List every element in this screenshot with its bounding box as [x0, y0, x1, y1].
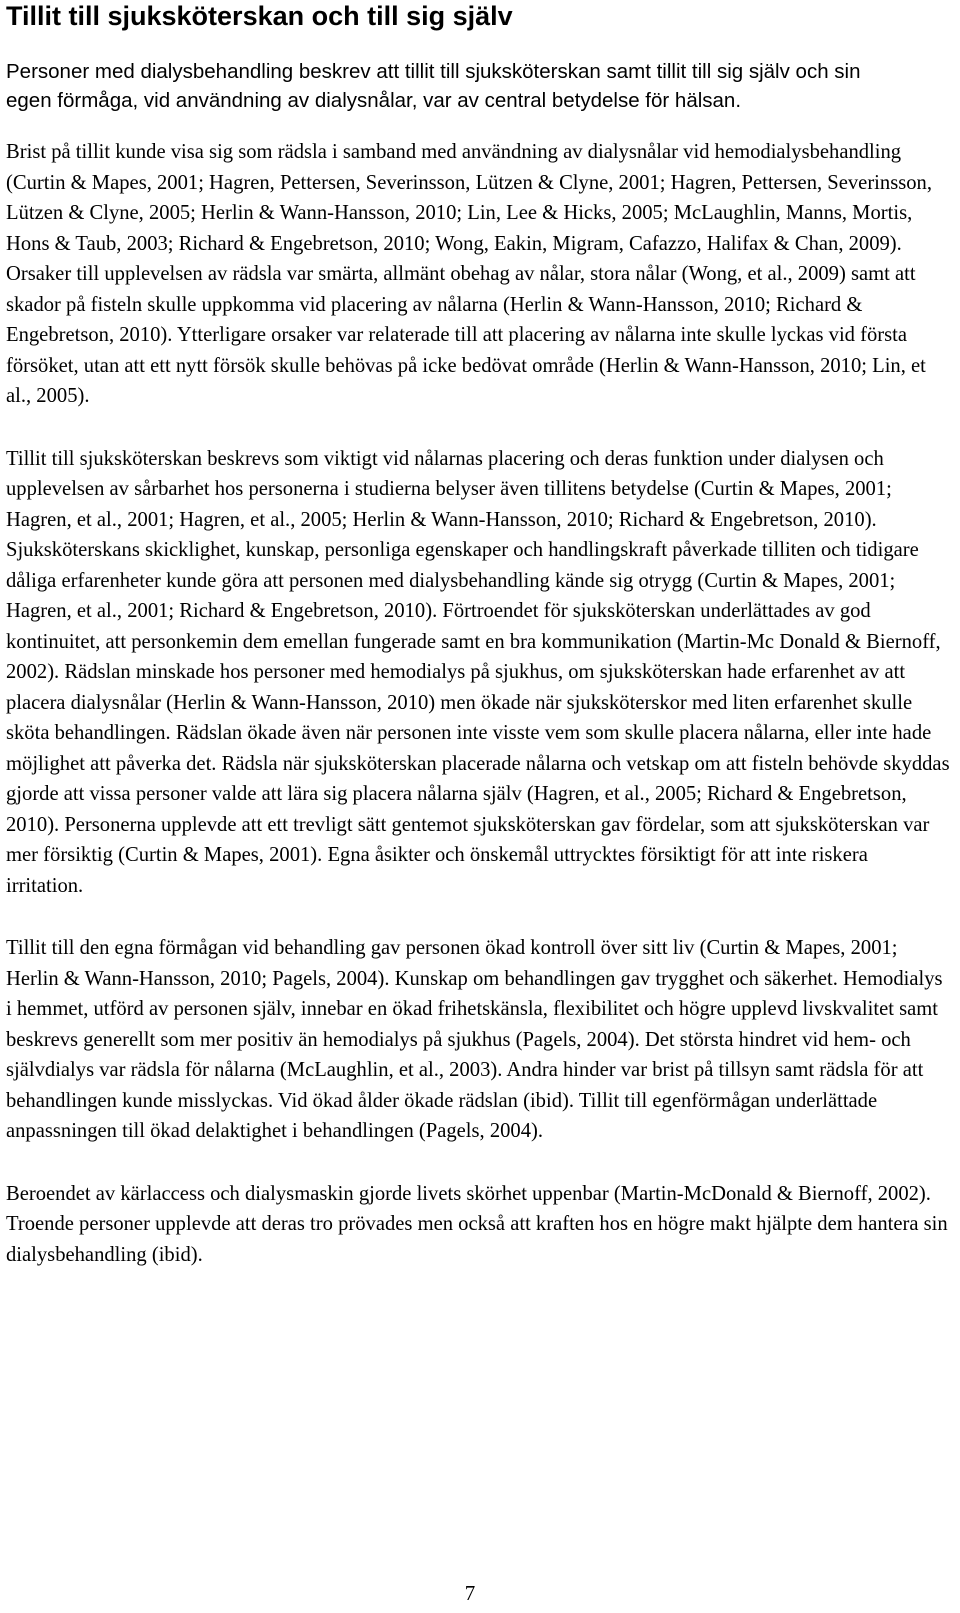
body-paragraph-1: Brist på tillit kunde visa sig som rädsla i samband med användning av dialysnålar vid hemodialysbehandling (Curtin & Mapes, 2001; Hagren, Pettersen, Severinsson, Lützen & Clyne, 2001; Hagren, Pettersen, Severinsson, Lützen & Clyne, 2005; Herlin & Wann-Hansson, 2010; Lin, Lee & Hicks, 2005; McLaughlin, Manns, Mortis, Hons & Taub, 2003; Richard & Engebretson, 2010; Wong, Eakin, Migram, Cafazzo, Halifax & Chan, 2009). Orsaker till upplevelsen av rädsla var smärta, allmänt obehag av nålar, stora nålar (Wong, et al., 2009) samt att skador på fisteln skulle uppkomma vid placering av nålarna (Herlin & Wann-Hansson, 2010; Richard & Engebretson, 2010). Ytterligare orsaker var relaterade till att placering av nålarna inte skulle lyckas vid första försöket, utan att ett nytt försök skulle behövas på icke bedövat område (Herlin & Wann-Hansson, 2010; Lin, et al., 2005). [6, 141, 932, 407]
document-page [6, 0, 950, 1270]
section-heading: Tillit till sjuksköterskan och till sig själv [6, 1, 513, 31]
body-paragraph-2: Tillit till sjuksköterskan beskrevs som viktigt vid nålarnas placering och deras funktion under dialysen och upplevelsen av sårbarhet hos personerna i studierna belyser även tillitens betydelse (Curtin & Mapes, 2001; Hagren, et al., 2001; Hagren, et al., 2005; Herlin & Wann-Hansson, 2010; Richard & Engebretson, 2010). Sjuksköterskans skicklighet, kunskap, personliga egenskaper och handlingskraft påverkade tilliten och tidigare dåliga erfarenheter kunde göra att personen med dialysbehandling kände sig otrygg (Curtin & Mapes, 2001; Hagren, et al., 2001; Richard & Engebretson, 2010). Förtroendet för sjuksköterskan underlättades av god kontinuitet, att personkemin dem emellan fungerade samt en bra kommunikation (Martin-Mc Donald & Biernoff, 2002). Rädslan minskade hos personer med hemodialys på sjukhus, om sjuksköterskan hade erfarenhet av att placera dialysnålar (Herlin & Wann-Hansson, 2010) men ökade när sjuksköterskor med liten erfarenhet skulle sköta behandlingen. Rädslan ökade även när personen inte visste vem som skulle placera nålarna, eller inte hade möjlighet att påverka det. Rädsla när sjuksköterskan placerade nålarna och vetskap om att fisteln behövde skyddas gjorde att vissa personer valde att lära sig placera nålarna själv (Hagren, et al., 2005; Richard & Engebretson, 2010). Personerna upplevde att ett trevligt sätt gentemot sjuksköterskan gav fördelar, som att sjuksköterskan var mer försiktig (Curtin & Mapes, 2001). Egna åsikter och önskemål uttrycktes försiktigt för att inte riskera irritation. [6, 447, 950, 897]
page-number: 7 [464, 1581, 476, 1605]
body-paragraph-4: Beroendet av kärlaccess och dialysmaskin gjorde livets skörhet uppenbar (Martin-McDonald & Biernoff, 2002). Troende personer upplevde att deras tro prövades men också att kraften hos en högre makt hjälpte dem hantera sin dialysbehandling (ibid). [6, 1182, 948, 1266]
intro-paragraph: Personer med dialysbehandling beskrev att tillit till sjuksköterskan samt tillit till sig själv och sin egen förmåga, vid användning av dialysnålar, var av central betydelse för hälsan. [6, 60, 861, 112]
body-paragraph-3: Tillit till den egna förmågan vid behandling gav personen ökad kontroll över sitt liv (Curtin & Mapes, 2001; Herlin & Wann-Hansson, 2010; Pagels, 2004). Kunskap om behandlingen gav trygghet och säkerhet. Hemodialys i hemmet, utförd av personen själv, innebar en ökad frihetskänsla, flexibilitet och högre upplevd livskvalitet samt beskrevs generellt som mer positiv än hemodialys på sjukhus (Pagels, 2004). Det största hindret vid hem- och självdialys var rädsla för nålarna (McLaughlin, et al., 2003). Andra hinder var brist på tillsyn samt rädsla för att behandlingen kunde misslyckas. Vid ökad ålder ökade rädslan (ibid). Tillit till egenförmågan underlättade anpassningen till ökad delaktighet i behandlingen (Pagels, 2004). [6, 937, 943, 1142]
